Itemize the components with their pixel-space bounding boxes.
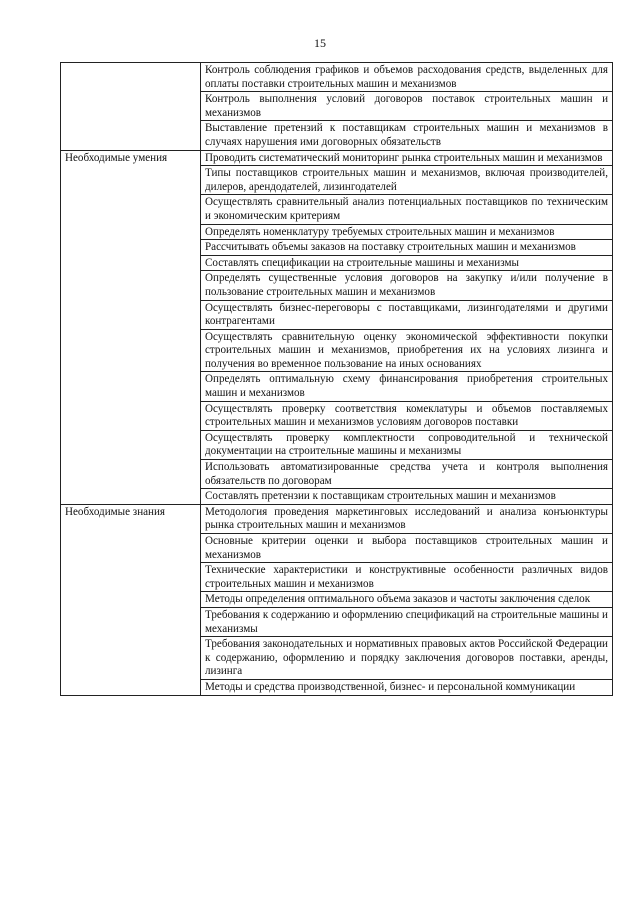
requirement-item: Составлять претензии к поставщикам строительных машин и механизмов (201, 489, 613, 505)
requirement-item: Методология проведения маркетинговых исследований и анализа конъюнктуры рынка строительных машин и механизмов (201, 504, 613, 533)
requirement-item: Осуществлять проверку соответствия комеклатуры и объемов поставляемых строительных машин и механизмов условиям договоров поставки (201, 401, 613, 430)
requirement-item: Определять номенклатуру требуемых строительных машин и механизмов (201, 224, 613, 240)
requirement-item: Типы поставщиков строительных машин и механизмов, включая производителей, дилеров, арендодателей, лизингодателей (201, 166, 613, 195)
requirement-item: Контроль выполнения условий договоров поставок строительных машин и механизмов (201, 92, 613, 121)
requirement-item: Использовать автоматизированные средства учета и контроля выполнения обязательств по договорам (201, 460, 613, 489)
requirement-item: Контроль соблюдения графиков и объемов расходования средств, выделенных для оплаты поставки строительных машин и механизмов (201, 63, 613, 92)
requirement-item: Технические характеристики и конструктивные особенности различных видов строительных машин и механизмов (201, 563, 613, 592)
requirements-table-body (61, 63, 613, 696)
requirement-item: Основные критерии оценки и выбора поставщиков строительных машин и механизмов (201, 534, 613, 563)
table-row (61, 150, 613, 166)
section-label: Необходимые умения (61, 150, 201, 504)
requirement-item: Проводить систематический мониторинг рынка строительных машин и механизмов (201, 150, 613, 166)
requirement-item: Рассчитывать объемы заказов на поставку строительных машин и механизмов (201, 240, 613, 256)
requirement-item: Осуществлять сравнительную оценку экономической эффективности покупки строительных машин и механизмов, приобретения их на условиях лизинга и получения во временное пользование на иных основаниях (201, 329, 613, 372)
section-label (61, 63, 201, 151)
requirement-item: Выставление претензий к поставщикам строительных машин и механизмов в случаях нарушения ими договорных обязательств (201, 121, 613, 150)
requirements-table (60, 62, 613, 696)
requirement-item: Осуществлять бизнес-переговоры с поставщиками, лизингодателями и другими контрагентами (201, 300, 613, 329)
requirement-item: Осуществлять проверку комплектности сопроводительной и технической документации на строительные машины и механизмы (201, 430, 613, 459)
requirement-item: Требования законодательных и нормативных правовых актов Российской Федерации к содержанию, оформлению и порядку заключения договоров поставки, аренды, лизинга (201, 637, 613, 680)
table-row (61, 63, 613, 92)
requirement-item: Методы и средства производственной, бизнес- и персональной коммуникации (201, 679, 613, 695)
page-number: 15 (314, 36, 326, 50)
requirement-item: Требования к содержанию и оформлению спецификаций на строительные машины и механизмы (201, 607, 613, 636)
requirement-item: Определять существенные условия договоров на закупку и/или получение в пользование строительных машин и механизмов (201, 271, 613, 300)
section-label: Необходимые знания (61, 504, 201, 695)
requirement-item: Определять оптимальную схему финансирования приобретения строительных машин и механизмов (201, 372, 613, 401)
requirement-item: Осуществлять сравнительный анализ потенциальных поставщиков по техническим и экономическим критериям (201, 195, 613, 224)
table-row (61, 504, 613, 533)
requirement-item: Методы определения оптимального объема заказов и частоты заключения сделок (201, 592, 613, 608)
requirement-item: Составлять спецификации на строительные машины и механизмы (201, 255, 613, 271)
